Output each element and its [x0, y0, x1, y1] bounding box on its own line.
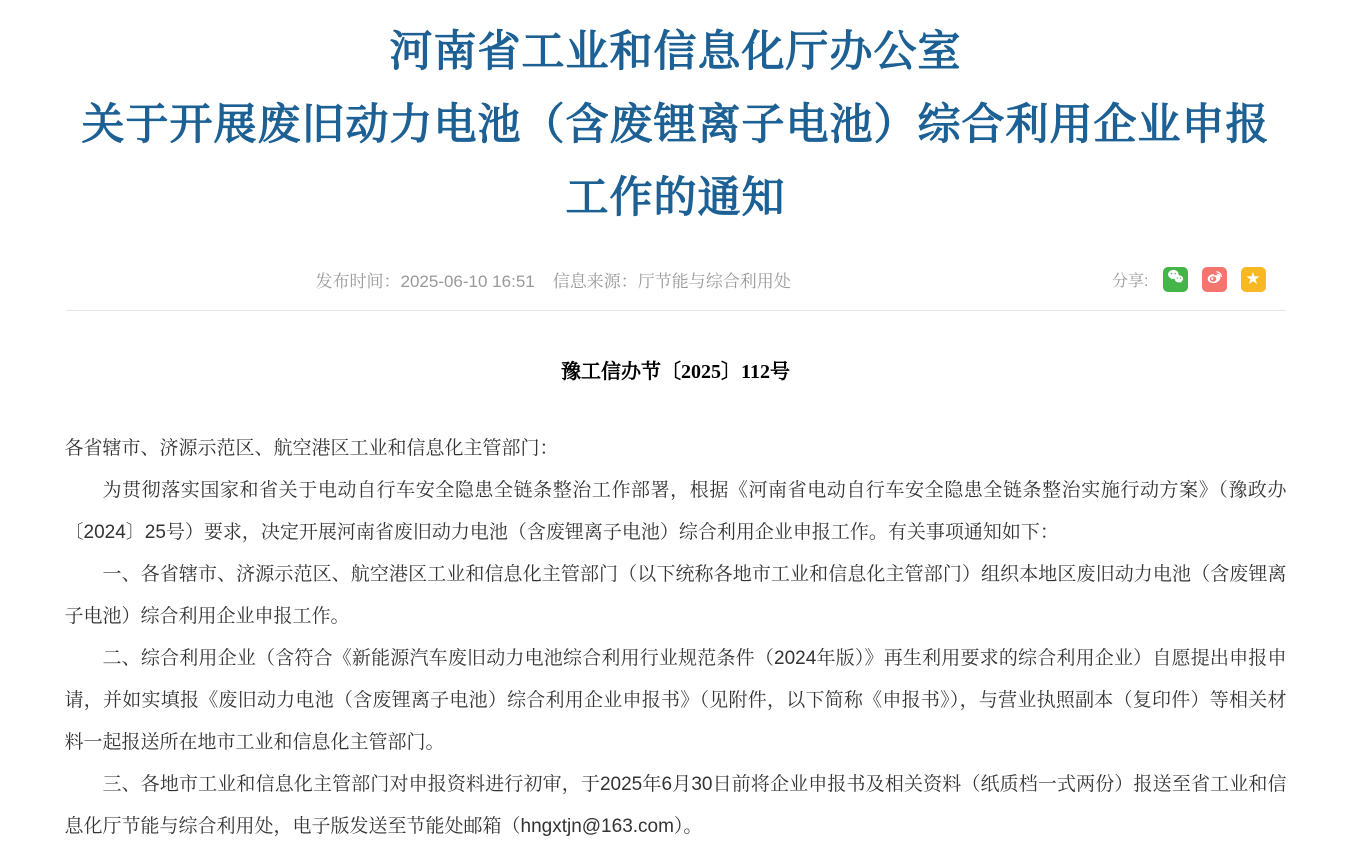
favorite-share-button[interactable]: [1241, 267, 1266, 292]
page-title: [46, 16, 1306, 235]
share-label: 分享:: [1112, 272, 1149, 290]
meta-bar: [66, 261, 1286, 297]
weibo-icon: [1205, 267, 1224, 291]
publish-time-label: 发布时间：: [315, 271, 401, 291]
document-body: [65, 428, 1287, 842]
body-paragraph-1: 为贯彻落实国家和省关于电动自行车安全隐患全链条整治工作部署，根据《河南省电动自行车安全隐患全链条整治实施行动方案》（豫政办〔2024〕25号）要求，决定开展河南省废旧动力电池（含废锂离子电池）综合利用企业申报工作。有关事项通知如下：: [64, 480, 1287, 543]
body-paragraph-2: 一、各省辖市、济源示范区、航空港区工业和信息化主管部门（以下统称各地市工业和信息化主管部门）组织本地区废旧动力电池（含废锂离子电池）综合利用企业申报工作。: [64, 564, 1287, 627]
body-paragraph-4: 三、各地市工业和信息化主管部门对申报资料进行初审，于2025年6月30日前将企业申报书及相关资料（纸质档一式两份）报送至省工业和信息化厅节能与综合利用处，电子版发送至节能处邮箱（hngxtjn@163.com）。: [64, 774, 1287, 837]
weibo-share-button[interactable]: [1202, 267, 1227, 292]
share-bar: [1112, 267, 1285, 292]
source-label: 信息来源：: [552, 271, 638, 291]
source-value: 厅节能与综合利用处: [637, 271, 791, 291]
salutation-line: 各省辖市、济源示范区、航空港区工业和信息化主管部门：: [64, 438, 559, 459]
favorite-star-icon: ★: [1245, 268, 1261, 288]
document-number: 豫工信办节〔2025〕112号: [561, 361, 790, 383]
wechat-icon: [1166, 267, 1185, 291]
title-line-3: 工作的通知: [565, 174, 786, 222]
wechat-share-button[interactable]: [1163, 267, 1188, 292]
publish-time-value: 2025-06-10 16:51: [400, 271, 535, 291]
body-paragraph-3: 二、综合利用企业（含符合《新能源汽车废旧动力电池综合利用行业规范条件（2024年版）》再生利用要求的综合利用企业）自愿提出申报申请，并如实填报《废旧动力电池（含废锂离子电池）综合利用企业申报书》（见附件，以下简称《申报书》），与营业执照副本（复印件）等相关材料一起报送所在地市工业和信息化主管部门。: [64, 648, 1287, 753]
publish-info: [316, 267, 791, 292]
title-line-1: 河南省工业和信息化厅办公室: [389, 28, 962, 76]
title-line-2: 关于开展废旧动力电池（含废锂离子电池）综合利用企业申报: [81, 101, 1270, 149]
header-divider: [66, 310, 1286, 311]
